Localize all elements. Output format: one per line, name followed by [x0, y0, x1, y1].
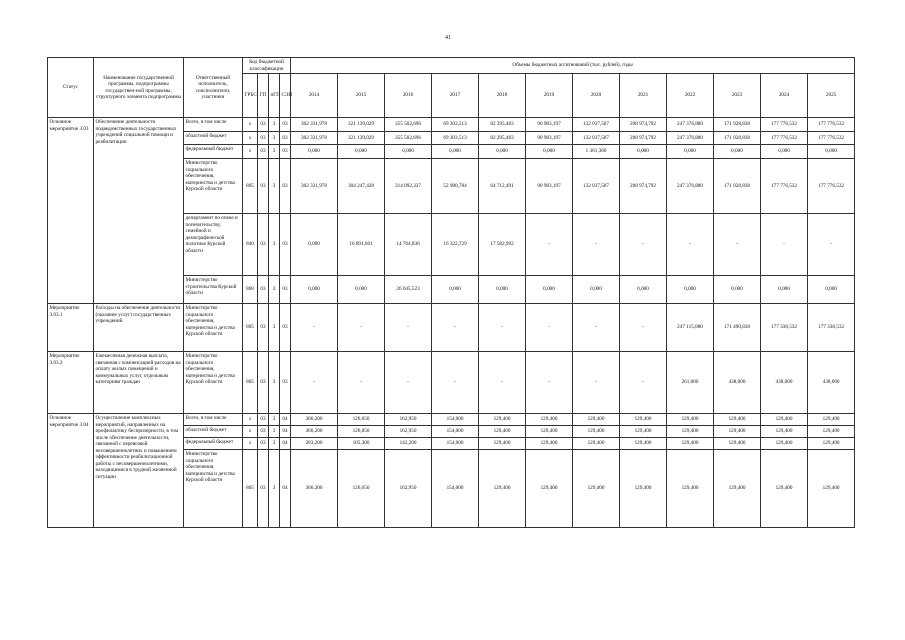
- code-cell: 03: [280, 132, 291, 145]
- value-cell: 129,400: [761, 438, 808, 450]
- value-cell: 321 139,029: [338, 132, 385, 145]
- value-cell: 0,000: [620, 276, 667, 304]
- value-cell: -: [385, 304, 432, 352]
- value-cell: 0,000: [761, 276, 808, 304]
- value-cell: 247 376,880: [667, 132, 714, 145]
- executor-cell: Министерство строительства Курской области: [184, 276, 243, 304]
- value-cell: 0,000: [385, 145, 432, 159]
- code-cell: x: [243, 438, 258, 450]
- value-cell: 171 490,838: [714, 304, 761, 352]
- value-cell: 0,000: [479, 276, 526, 304]
- value-cell: 17 582,992: [479, 214, 526, 276]
- header-code-col: СЭП: [280, 74, 291, 118]
- value-cell: -: [291, 352, 338, 414]
- value-cell: 0,000: [479, 145, 526, 159]
- value-cell: 129,400: [479, 426, 526, 438]
- code-cell: 03: [258, 450, 269, 528]
- value-cell: 0,000: [338, 145, 385, 159]
- value-cell: 302 331,978: [291, 118, 338, 132]
- code-cell: 805: [243, 450, 258, 528]
- program-cell: Ежемесячная денежная выплата, связанная с компенсацией расходов на оплату жилых помещений и коммунальных услуг, отдельным категориям граждан: [94, 352, 184, 414]
- code-cell: 03: [258, 214, 269, 276]
- value-cell: 129,400: [573, 414, 620, 426]
- value-cell: 208 974,792: [620, 159, 667, 214]
- value-cell: -: [479, 352, 526, 414]
- value-cell: 0,000: [573, 276, 620, 304]
- value-cell: 129,400: [526, 438, 573, 450]
- header-year: 2020: [573, 74, 620, 118]
- value-cell: 129,400: [620, 438, 667, 450]
- executor-cell: Министерство социального обеспечения, материнства и детства Курской области: [184, 352, 243, 414]
- value-cell: 177 776,532: [808, 132, 855, 145]
- code-cell: x: [243, 414, 258, 426]
- value-cell: 154,000: [432, 414, 479, 426]
- value-cell: 171 928,838: [714, 132, 761, 145]
- table-row: [48, 414, 855, 426]
- code-cell: 04: [280, 450, 291, 528]
- value-cell: 129,400: [573, 450, 620, 528]
- value-cell: 162,950: [385, 426, 432, 438]
- value-cell: 129,400: [526, 450, 573, 528]
- value-cell: 129,400: [808, 426, 855, 438]
- executor-cell: федеральный бюджет: [184, 145, 243, 159]
- value-cell: 129,400: [526, 426, 573, 438]
- executor-cell: Всего, в том числе: [184, 414, 243, 426]
- code-cell: 805: [243, 159, 258, 214]
- value-cell: -: [808, 214, 855, 276]
- value-cell: 69 303,513: [432, 132, 479, 145]
- program-cell: Обеспечение деятельности подведомственных государственных учреждений социальной помощи и реабилитации: [94, 118, 184, 304]
- value-cell: 26 645,523: [385, 276, 432, 304]
- value-cell: 247 376,880: [667, 159, 714, 214]
- value-cell: 177 338,532: [808, 304, 855, 352]
- value-cell: 129,400: [620, 414, 667, 426]
- executor-cell: департамент по опеке и попечительству, семейной и демографической политике Курской области: [184, 214, 243, 276]
- value-cell: 90 983,197: [526, 159, 573, 214]
- value-cell: -: [432, 304, 479, 352]
- value-cell: 129,400: [479, 414, 526, 426]
- value-cell: 177 776,532: [808, 118, 855, 132]
- value-cell: 261,000: [667, 352, 714, 414]
- value-cell: 0,000: [761, 145, 808, 159]
- value-cell: 52 980,784: [432, 159, 479, 214]
- code-cell: x: [243, 145, 258, 159]
- value-cell: 129,400: [573, 426, 620, 438]
- header-status: Статус: [48, 58, 94, 118]
- executor-cell: областной бюджет: [184, 426, 243, 438]
- value-cell: 132 037,507: [573, 132, 620, 145]
- value-cell: 0,000: [526, 145, 573, 159]
- code-cell: 3: [269, 276, 280, 304]
- value-cell: 321 139,029: [338, 118, 385, 132]
- header-year: 2018: [479, 74, 526, 118]
- value-cell: 16 891,601: [338, 214, 385, 276]
- code-cell: 03: [280, 352, 291, 414]
- value-cell: 129,400: [714, 426, 761, 438]
- value-cell: 0,000: [526, 276, 573, 304]
- code-cell: 03: [258, 145, 269, 159]
- value-cell: -: [714, 214, 761, 276]
- value-cell: 177 776,532: [761, 132, 808, 145]
- code-cell: 805: [243, 352, 258, 414]
- code-cell: 03: [258, 159, 269, 214]
- value-cell: 0,000: [667, 276, 714, 304]
- value-cell: 177 776,532: [808, 159, 855, 214]
- value-cell: 0,000: [808, 145, 855, 159]
- value-cell: -: [526, 352, 573, 414]
- header-year: 2015: [338, 74, 385, 118]
- executor-cell: Министерство социального обеспечения, материнства и детства Курской области: [184, 450, 243, 528]
- value-cell: 0,000: [808, 276, 855, 304]
- code-cell: 808: [243, 276, 258, 304]
- status-cell: Основное мероприятие 3.04: [48, 414, 94, 528]
- header-year: 2025: [808, 74, 855, 118]
- header-budget-code: Код бюджетной классификации: [243, 58, 291, 74]
- code-cell: 3: [269, 438, 280, 450]
- code-cell: 04: [280, 414, 291, 426]
- code-cell: x: [243, 132, 258, 145]
- code-cell: 03: [280, 145, 291, 159]
- value-cell: 304 247,428: [338, 159, 385, 214]
- value-cell: 302 331,978: [291, 159, 338, 214]
- header-code-col: пГП: [269, 74, 280, 118]
- code-cell: 03: [258, 304, 269, 352]
- code-cell: 03: [280, 276, 291, 304]
- code-cell: 03: [258, 132, 269, 145]
- value-cell: 154,000: [432, 426, 479, 438]
- code-cell: 03: [258, 352, 269, 414]
- code-cell: 03: [258, 276, 269, 304]
- value-cell: 0,000: [714, 145, 761, 159]
- code-cell: 3: [269, 352, 280, 414]
- value-cell: -: [385, 352, 432, 414]
- value-cell: 0,000: [432, 145, 479, 159]
- value-cell: -: [620, 352, 667, 414]
- executor-cell: федеральный бюджет: [184, 438, 243, 450]
- value-cell: -: [667, 214, 714, 276]
- value-cell: 162,950: [385, 414, 432, 426]
- code-cell: 3: [269, 304, 280, 352]
- value-cell: -: [573, 352, 620, 414]
- header-code-col: ГП: [258, 74, 269, 118]
- status-cell: Мероприятие 3.03.2: [48, 352, 94, 414]
- value-cell: 355 502,696: [385, 118, 432, 132]
- value-cell: 82 295,483: [479, 132, 526, 145]
- value-cell: 142,200: [385, 438, 432, 450]
- value-cell: 0,000: [291, 276, 338, 304]
- value-cell: 162,950: [385, 450, 432, 528]
- value-cell: 0,000: [291, 214, 338, 276]
- value-cell: 129,400: [714, 450, 761, 528]
- value-cell: 171 928,838: [714, 118, 761, 132]
- header-volumes: Объемы бюджетных ассигнований (тыс. рублей), годы: [291, 58, 855, 74]
- value-cell: 154,000: [432, 438, 479, 450]
- value-cell: 366,200: [291, 450, 338, 528]
- value-cell: -: [291, 304, 338, 352]
- value-cell: 90 983,197: [526, 132, 573, 145]
- value-cell: 247 115,880: [667, 304, 714, 352]
- code-cell: 3: [269, 159, 280, 214]
- executor-cell: Министерство социального обеспечения, материнства и детства Курской области: [184, 304, 243, 352]
- value-cell: -: [573, 214, 620, 276]
- code-cell: x: [243, 118, 258, 132]
- value-cell: 129,400: [620, 450, 667, 528]
- code-cell: 03: [280, 214, 291, 276]
- code-cell: 3: [269, 145, 280, 159]
- program-cell: Осуществление комплексных мероприятий, направленных на профилактику беспризорности, в том числе обеспечение деятельности, связанной с перевозкой несовершеннолетних и повышением эффективности реабилитационной работы с несовершеннолетними, находящимися в трудной жизненной ситуации: [94, 414, 184, 528]
- value-cell: 64 712,491: [479, 159, 526, 214]
- value-cell: -: [526, 304, 573, 352]
- value-cell: 14 764,836: [385, 214, 432, 276]
- value-cell: 129,400: [573, 438, 620, 450]
- code-cell: 03: [280, 159, 291, 214]
- value-cell: -: [620, 304, 667, 352]
- value-cell: 129,400: [667, 450, 714, 528]
- value-cell: 0,000: [620, 145, 667, 159]
- header-year: 2019: [526, 74, 573, 118]
- value-cell: 171 928,838: [714, 159, 761, 214]
- status-cell: Мероприятие 3.03.1: [48, 304, 94, 352]
- value-cell: 177 338,532: [761, 304, 808, 352]
- table-row: [48, 118, 855, 132]
- table-row: [48, 352, 855, 414]
- code-cell: 04: [280, 426, 291, 438]
- budget-table: [47, 57, 855, 528]
- value-cell: 129,400: [808, 414, 855, 426]
- value-cell: 0,000: [432, 276, 479, 304]
- value-cell: 302 331,978: [291, 132, 338, 145]
- value-cell: 177 776,532: [761, 159, 808, 214]
- value-cell: -: [338, 352, 385, 414]
- code-cell: 3: [269, 132, 280, 145]
- code-cell: 3: [269, 414, 280, 426]
- header-year: 2024: [761, 74, 808, 118]
- value-cell: 132 037,507: [573, 159, 620, 214]
- value-cell: 0,000: [667, 145, 714, 159]
- value-cell: 283,200: [291, 438, 338, 450]
- value-cell: 129,400: [808, 450, 855, 528]
- value-cell: 208 974,792: [620, 132, 667, 145]
- code-cell: 03: [258, 118, 269, 132]
- value-cell: 126,050: [338, 414, 385, 426]
- value-cell: 129,400: [667, 438, 714, 450]
- header-executor: Ответственный исполнитель, соисполнители, участники: [184, 58, 243, 118]
- code-cell: 03: [258, 414, 269, 426]
- value-cell: 1 361,360: [573, 145, 620, 159]
- value-cell: -: [479, 304, 526, 352]
- value-cell: 129,400: [479, 450, 526, 528]
- value-cell: 129,400: [526, 414, 573, 426]
- value-cell: 129,400: [667, 426, 714, 438]
- value-cell: 129,400: [761, 450, 808, 528]
- value-cell: -: [761, 214, 808, 276]
- code-cell: x: [243, 426, 258, 438]
- code-cell: 840: [243, 214, 258, 276]
- executor-cell: Министерство социального обеспечения, материнства и детства Курской области: [184, 159, 243, 214]
- executor-cell: Всего, в том числе: [184, 118, 243, 132]
- value-cell: 438,000: [714, 352, 761, 414]
- value-cell: -: [573, 304, 620, 352]
- value-cell: 16 322,729: [432, 214, 479, 276]
- value-cell: 208 974,792: [620, 118, 667, 132]
- value-cell: 177 776,532: [761, 118, 808, 132]
- code-cell: 03: [258, 426, 269, 438]
- code-cell: 3: [269, 214, 280, 276]
- value-cell: 129,400: [667, 414, 714, 426]
- value-cell: 69 303,513: [432, 118, 479, 132]
- header-year: 2023: [714, 74, 761, 118]
- value-cell: -: [432, 352, 479, 414]
- value-cell: 129,400: [761, 426, 808, 438]
- code-cell: 03: [280, 118, 291, 132]
- code-cell: 805: [243, 304, 258, 352]
- value-cell: 82 295,483: [479, 118, 526, 132]
- value-cell: 247 376,880: [667, 118, 714, 132]
- code-cell: 3: [269, 450, 280, 528]
- table-row: [48, 304, 855, 352]
- value-cell: 129,400: [808, 438, 855, 450]
- header-year: 2021: [620, 74, 667, 118]
- code-cell: 3: [269, 426, 280, 438]
- value-cell: -: [620, 214, 667, 276]
- value-cell: 126,050: [338, 450, 385, 528]
- value-cell: 438,000: [808, 352, 855, 414]
- value-cell: 132 037,507: [573, 118, 620, 132]
- value-cell: 126,050: [338, 426, 385, 438]
- page-number: 41: [445, 35, 451, 41]
- value-cell: 129,400: [714, 414, 761, 426]
- header-year: 2016: [385, 74, 432, 118]
- value-cell: 129,400: [479, 438, 526, 450]
- value-cell: 129,400: [620, 426, 667, 438]
- value-cell: -: [338, 304, 385, 352]
- value-cell: 438,000: [761, 352, 808, 414]
- value-cell: 154,000: [432, 450, 479, 528]
- code-cell: 04: [280, 438, 291, 450]
- value-cell: 129,400: [761, 414, 808, 426]
- value-cell: 0,000: [714, 276, 761, 304]
- status-cell: Основное мероприятие 3.03: [48, 118, 94, 304]
- value-cell: 0,000: [338, 276, 385, 304]
- value-cell: 314 092,337: [385, 159, 432, 214]
- header-program: Наименование государственной программы, подпрограммы государствен-ной программы, структурного элемента подпрограммы: [94, 58, 184, 118]
- executor-cell: областной бюджет: [184, 132, 243, 145]
- header-year: 2022: [667, 74, 714, 118]
- value-cell: 0,000: [291, 145, 338, 159]
- code-cell: 3: [269, 118, 280, 132]
- value-cell: 366,200: [291, 414, 338, 426]
- value-cell: -: [526, 214, 573, 276]
- code-cell: 03: [280, 304, 291, 352]
- header-year: 2017: [432, 74, 479, 118]
- value-cell: 105,300: [338, 438, 385, 450]
- value-cell: 366,200: [291, 426, 338, 438]
- value-cell: 355 502,696: [385, 132, 432, 145]
- value-cell: 129,400: [714, 438, 761, 450]
- program-cell: Расходы на обеспечение деятельности (оказание услуг) государственных учреждений: [94, 304, 184, 352]
- code-cell: 03: [258, 438, 269, 450]
- header-year: 2014: [291, 74, 338, 118]
- value-cell: 90 983,197: [526, 118, 573, 132]
- header-code-col: ГРБС: [243, 74, 258, 118]
